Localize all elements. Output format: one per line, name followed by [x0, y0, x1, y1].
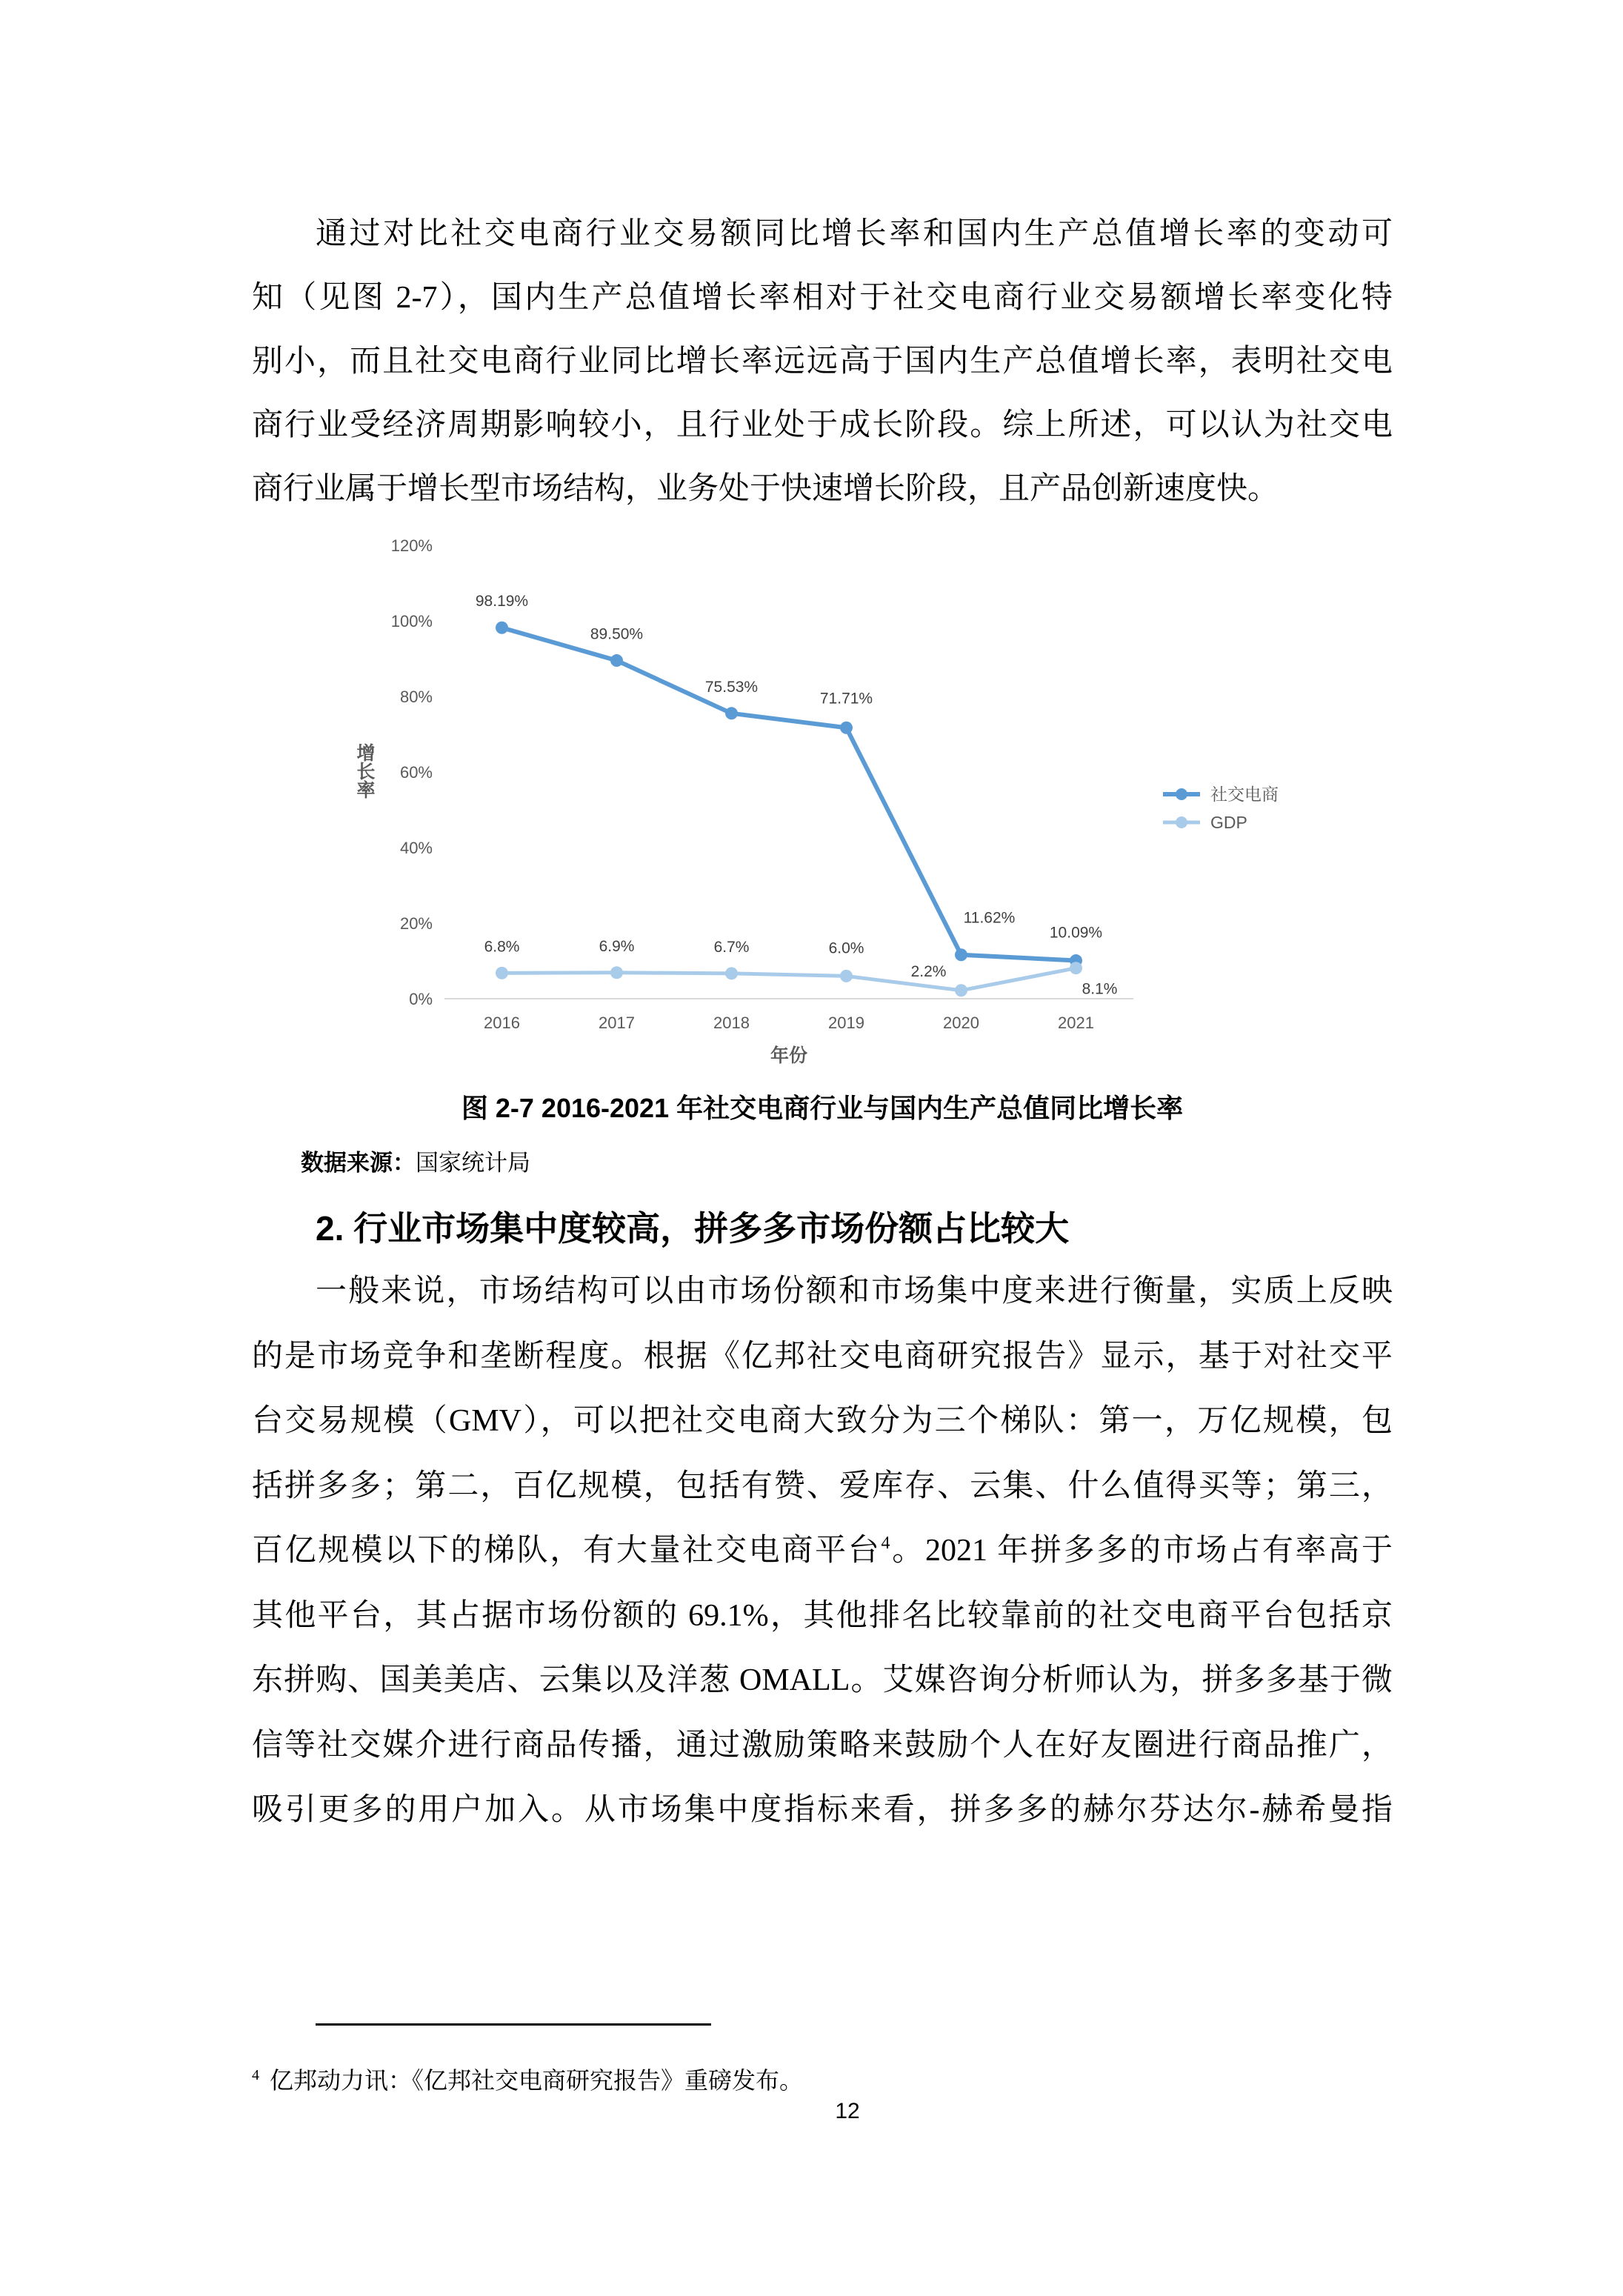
y-tick-label: 40%	[399, 839, 433, 857]
y-tick-label: 60%	[399, 763, 433, 782]
x-tick-label: 2020	[943, 1014, 979, 1032]
y-axis-title: 增长率	[354, 743, 375, 799]
section-heading: 2. 行业市场集中度较高，拼多多市场份额占比较大	[316, 1209, 1070, 1248]
y-tick-label: 0%	[409, 990, 433, 1008]
body-line: 吸引更多的用户加入。从市场集中度指标来看，拼多多的赫尔芬达尔-赫希曼指	[252, 1793, 1393, 1827]
x-tick-label: 2018	[713, 1014, 750, 1032]
x-axis-title: 年份	[770, 1045, 808, 1066]
body-line: 的是市场竞争和垄断程度。根据《亿邦社交电商研究报告》显示，基于对社交平	[252, 1339, 1393, 1374]
data-source-label: 数据来源：	[301, 1150, 416, 1176]
gdp-series	[484, 938, 1118, 998]
data-source-line	[301, 1146, 530, 1180]
body-line: 括拼多多；第二，百亿规模，包括有赞、爱库存、云集、什么值得买等；第三，	[252, 1468, 1393, 1503]
y-tick-label: 20%	[399, 914, 433, 933]
gdp-line	[502, 968, 1076, 991]
x-tick-label: 2019	[828, 1014, 864, 1032]
gdp-data-label: 6.0%	[828, 939, 864, 957]
social-ecommerce-data-label: 98.19%	[475, 593, 529, 610]
social-ecommerce-point	[496, 622, 508, 634]
gdp-data-label: 6.9%	[599, 937, 635, 955]
footnote-separator	[316, 2023, 711, 2026]
y-axis-tick-labels	[391, 536, 433, 1008]
body-line-text-after: 。2021 年拼多多的市场占有率高于	[890, 1534, 1393, 1568]
y-tick-label: 100%	[390, 612, 433, 630]
social-ecommerce-point	[725, 707, 738, 719]
body-line: 别小，而且社交电商行业同比增长率远远高于国内生产总值增长率，表明社交电	[252, 345, 1393, 379]
body-line: 通过对比社交电商行业交易额同比增长率和国内生产总值增长率的变动可	[316, 217, 1393, 251]
social-ecommerce-data-label: 10.09%	[1049, 924, 1103, 942]
footnote-text: 亿邦动力讯：《亿邦社交电商研究报告》重磅发布。	[270, 2067, 804, 2094]
social-ecommerce-data-label: 75.53%	[704, 678, 759, 696]
gdp-point	[840, 970, 853, 982]
body-line: 知（见图 2-7），国内生产总值增长率相对于社交电商行业交易额增长率变化特	[252, 281, 1393, 315]
social-ecommerce-point	[955, 948, 967, 961]
body-line: 信等社交媒介进行商品传播，通过激励策略来鼓励个人在好友圈进行商品推广，	[252, 1728, 1393, 1763]
y-tick-label: 80%	[399, 688, 433, 706]
legend-item-social-ecommerce	[1163, 785, 1279, 804]
gdp-point	[725, 967, 738, 979]
social-ecommerce-data-label: 89.50%	[590, 625, 644, 643]
gdp-data-label: 6.7%	[713, 938, 750, 956]
body-line: 台交易规模（GMV），可以把社交电商大致分为三个梯队：第一，万亿规模，包	[252, 1404, 1393, 1438]
body-line: 其他平台，其占据市场份额的 69.1%，其他排名比较靠前的社交电商平台包括京	[252, 1598, 1393, 1633]
gdp-point	[955, 984, 967, 996]
gdp-data-label: 6.8%	[484, 938, 520, 956]
x-axis-tick-labels	[484, 1014, 1094, 1032]
social-ecommerce-point	[610, 654, 623, 667]
social-ecommerce-series	[476, 593, 1102, 967]
body-line: 商行业属于增长型市场结构，业务处于快速增长阶段，且产品创新速度快。	[252, 472, 1279, 506]
footnote-marker: 4	[252, 2067, 259, 2083]
gdp-point	[1070, 962, 1082, 974]
body-line: 东拼购、国美美店、云集以及洋葱 OMALL。艾媒咨询分析师认为，拼多多基于微	[252, 1663, 1393, 1697]
gdp-data-label: 2.2%	[910, 962, 947, 980]
y-tick-label: 120%	[390, 536, 433, 555]
paragraph-market-concentration	[252, 1260, 1393, 1843]
body-line-with-footnote	[252, 1519, 1393, 1584]
legend-label: GDP	[1210, 813, 1247, 832]
body-line: 商行业受经济周期影响较小，且行业处于成长阶段。综上所述，可以认为社交电	[252, 408, 1393, 442]
legend-item-gdp	[1163, 813, 1247, 832]
x-tick-label: 2016	[484, 1014, 520, 1032]
footnote	[252, 2064, 803, 2100]
social-ecommerce-data-label: 11.62%	[963, 909, 1016, 927]
gdp-data-label: 8.1%	[1082, 980, 1118, 998]
paragraph-growth-comparison	[252, 202, 1393, 521]
legend-label: 社交电商	[1210, 785, 1279, 804]
data-source-value: 国家统计局	[416, 1150, 530, 1176]
page-number: 12	[835, 2099, 860, 2123]
x-tick-label: 2017	[599, 1014, 635, 1032]
gdp-point	[496, 967, 508, 979]
legend-swatch-marker	[1176, 788, 1187, 800]
body-line: 一般来说，市场结构可以由市场份额和市场集中度来进行衡量，实质上反映	[316, 1274, 1393, 1308]
x-tick-label: 2021	[1058, 1014, 1094, 1032]
footnote-reference: 4	[881, 1534, 890, 1553]
social-ecommerce-point	[840, 722, 853, 734]
figure-caption: 图 2-7 2016-2021 年社交电商行业与国内生产总值同比增长率	[461, 1093, 1184, 1123]
growth-rate-line-chart	[326, 519, 1333, 1082]
chart-canvas	[326, 519, 1333, 1082]
legend-swatch-marker	[1176, 816, 1187, 828]
gdp-point	[610, 966, 623, 979]
body-line-text: 百亿规模以下的梯队，有大量社交电商平台	[252, 1534, 882, 1568]
social-ecommerce-data-label: 71.71%	[819, 690, 873, 708]
